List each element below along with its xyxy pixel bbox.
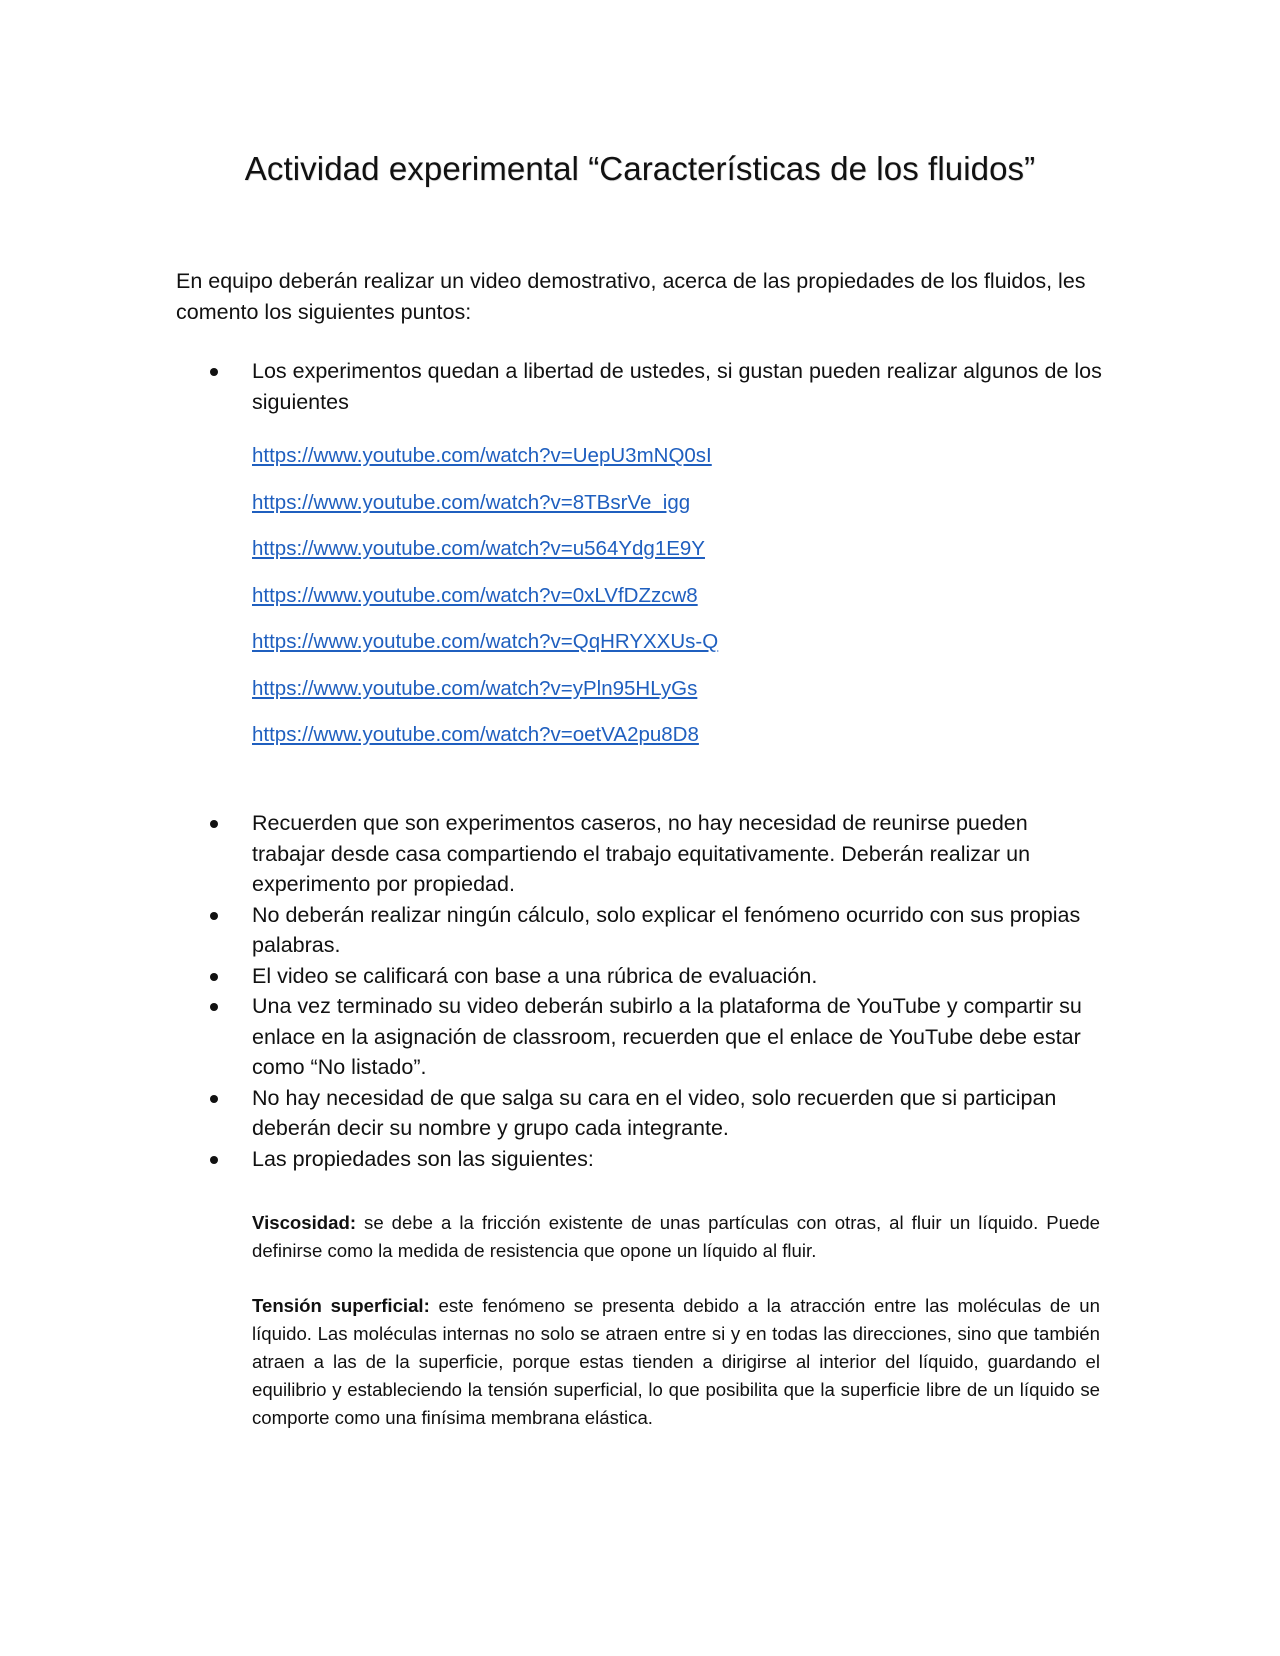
definition-term: Tensión superficial: [252,1295,430,1316]
bullet-item [176,961,1106,992]
bullet-text: Las propiedades son las siguientes: [252,1146,594,1171]
bullet-text: Los experimentos quedan a libertad de ustedes, si gustan pueden realizar algunos de los siguientes [252,359,1102,414]
property-definitions [252,1209,1100,1432]
bullet-text: Recuerden que son experimentos caseros, no hay necesidad de reunirse pueden trabajar desde casa compartiendo el trabajo equitativamente. Deberán realizar un experimento por propiedad. [252,811,1031,896]
intro-paragraph: En equipo deberán realizar un video demostrativo, acerca de las propiedades de los fluidos, les comento los siguientes puntos: [176,269,1086,324]
video-link[interactable]: https://www.youtube.com/watch?v=UepU3mNQ0sI [252,444,712,467]
bullet-icon [210,1003,218,1011]
first-bullet-block [176,356,1106,417]
bullet-item [176,1144,1106,1175]
bullet-icon [210,912,218,920]
link-item [252,490,1052,537]
video-link[interactable]: https://www.youtube.com/watch?v=u564Ydg1E9Y [252,537,705,560]
link-item [252,536,1052,583]
bullet-text: Una vez terminado su video deberán subirlo a la plataforma de YouTube y compartir su enlace en la asignación de classroom, recuerden que el enlace de YouTube debe estar como “No listado”. [252,994,1082,1079]
bullet-item [176,808,1106,900]
video-link-list [252,443,1052,769]
bullet-text: No hay necesidad de que salga su cara en el video, solo recuerden que si participan deberán decir su nombre y grupo cada integrante. [252,1085,1057,1140]
video-link[interactable]: https://www.youtube.com/watch?v=8TBsrVe_igg [252,490,691,514]
bullet-icon [210,1156,218,1164]
link-item [252,583,1052,630]
link-item [252,629,1052,676]
link-item [252,443,1052,490]
bullet-icon [210,820,218,828]
instructions-bullet-list [176,808,1106,1174]
bullet-text: No deberán realizar ningún cálculo, solo explicar el fenómeno ocurrido con sus propias palabras. [252,902,1081,957]
definition-viscosity [252,1209,1100,1265]
bullet-text: El video se calificará con base a una rúbrica de evaluación. [252,963,818,988]
bullet-icon [210,973,218,981]
bullet-item [176,1083,1106,1144]
bullet-item [176,900,1106,961]
video-link[interactable]: https://www.youtube.com/watch?v=oetVA2pu8D8 [252,723,699,746]
definition-text: se debe a la fricción existente de unas partículas con otras, al fluir un líquido. Puede definirse como la medida de resistencia que opone un líquido al fluir. [252,1212,1100,1261]
bullet-icon [210,368,218,376]
bullet-item [176,356,1106,417]
link-item [252,722,1052,769]
video-link[interactable]: https://www.youtube.com/watch?v=yPln95HLyGs [252,676,698,700]
bullet-icon [210,1095,218,1103]
definition-term: Viscosidad: [252,1212,357,1233]
definition-text: este fenómeno se presenta debido a la atracción entre las moléculas de un líquido. Las moléculas internas no solo se atraen entre si y en todas las direcciones, sino que también atraen a las de la superficie, porque estas tienden a dirigirse al interior del líquido, guardando el equilibrio y estableciendo la tensión superficial, lo que posibilita que la superficie libre de un líquido se comporte como una finísima membrana elástica. [252,1295,1100,1428]
link-item [252,676,1052,723]
video-link[interactable]: https://www.youtube.com/watch?v=0xLVfDZzcw8 [252,583,698,607]
definition-surface-tension [252,1292,1100,1432]
video-link[interactable]: https://www.youtube.com/watch?v=QqHRYXXUs-Q [252,630,719,653]
bullet-item [176,991,1106,1083]
page-title: Actividad experimental “Características de los fluidos” [244,150,1036,187]
